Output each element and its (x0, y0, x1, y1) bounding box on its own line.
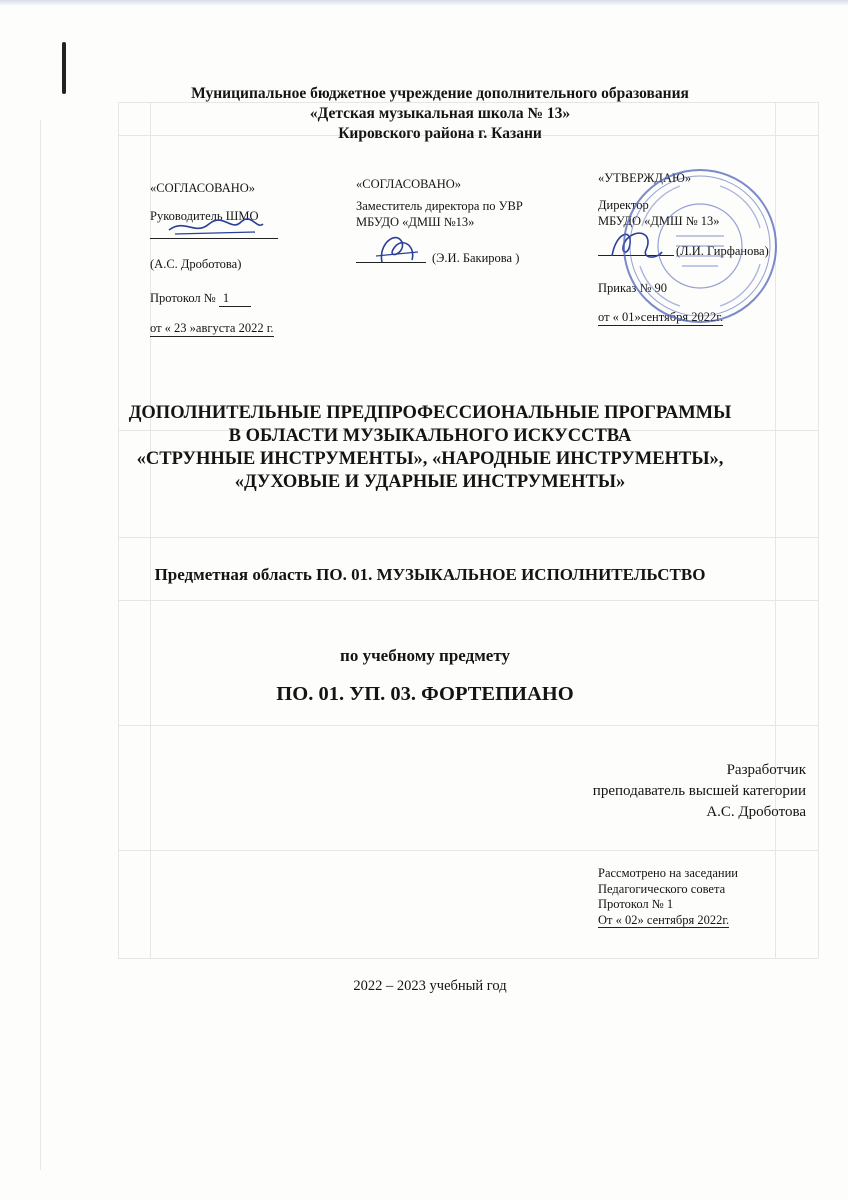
developer-label: Разработчик (726, 762, 806, 778)
approval-shmo-date-text: от « 23 »августа 2022 г. (150, 321, 274, 335)
scan-fold-line (40, 120, 41, 1170)
shmo-signature (165, 212, 265, 242)
institution-name-line3: Кировского района г. Казани (338, 125, 542, 142)
institution-header (100, 84, 780, 144)
council-line1: Рассмотрено на заседании (598, 866, 738, 880)
institution-name-line2: «Детская музыкальная школа № 13» (309, 105, 571, 122)
subject-title: ПО. 01. УП. 03. ФОРТЕПИАНО (276, 683, 574, 705)
approval-uvr-role-line2: МБУДО «ДМШ №13» (356, 215, 475, 229)
program-title-line2: В ОБЛАСТИ МУЗЫКАЛЬНОГО ИСКУССТВА (228, 426, 632, 446)
staple-mark (62, 42, 66, 94)
council-block (598, 866, 738, 928)
program-title (100, 402, 760, 494)
program-title-line4: «ДУХОВЫЕ И УДАРНЫЕ ИНСТРУМЕНТЫ» (234, 472, 626, 492)
approval-shmo-role: Руководитель ШМО (150, 209, 259, 223)
subject-area: Предметная область ПО. 01. МУЗЫКАЛЬНОЕ ИСПОЛНИТЕЛЬСТВО (154, 565, 706, 584)
program-title-line3: «СТРУННЫЕ ИНСТРУМЕНТЫ», «НАРОДНЫЕ ИНСТРУМЕНТЫ», (136, 449, 724, 469)
developer-position: преподаватель высшей категории (592, 783, 806, 799)
council-date (598, 913, 738, 929)
uvr-signature (372, 226, 422, 270)
council-date-text: От « 02» сентября 2022г. (598, 912, 730, 927)
developer-name: А.С. Дроботова (706, 804, 806, 820)
approval-director-name: (Л.И. Гирфанова) (676, 244, 769, 258)
scan-top-edge (0, 0, 848, 6)
approval-uvr-heading: «СОГЛАСОВАНО» (356, 177, 462, 191)
approval-shmo-protocol-label: Протокол № (150, 291, 216, 305)
institution-name-line1: Муниципальное бюджетное учреждение дополнительного образования (191, 85, 689, 102)
council-protocol: Протокол № 1 (598, 897, 674, 911)
program-title-line1: ДОПОЛНИТЕЛЬНЫЕ ПРЕДПРОФЕССИОНАЛЬНЫЕ ПРОГРАММЫ (128, 403, 732, 423)
academic-year: 2022 – 2023 учебный год (353, 978, 507, 994)
approval-shmo-protocol (150, 290, 251, 307)
approval-director-date-text: от « 01»сентября 2022г. (598, 310, 724, 324)
approval-director-role-line2: МБУДО «ДМШ № 13» (598, 214, 720, 228)
official-stamp (620, 166, 780, 326)
approval-shmo-heading: «СОГЛАСОВАНО» (150, 181, 256, 195)
council-line2: Педагогического совета (598, 881, 726, 896)
approval-director-order: Приказ № 90 (598, 281, 668, 295)
by-subject-label: по учебному предмету (340, 646, 510, 665)
approval-uvr-name: (Э.И. Бакирова ) (432, 251, 520, 265)
approval-uvr-role-line1: Заместитель директора по УВР (356, 199, 523, 213)
approval-director-role-line1: Директор (598, 198, 649, 212)
approval-shmo-name: (А.С. Дроботова) (150, 257, 242, 271)
approval-shmo-date (150, 320, 274, 337)
approval-director-heading: «УТВЕРЖДАЮ» (598, 171, 692, 185)
approval-shmo-protocol-number: 1 (219, 290, 251, 307)
developer-block (593, 760, 806, 823)
